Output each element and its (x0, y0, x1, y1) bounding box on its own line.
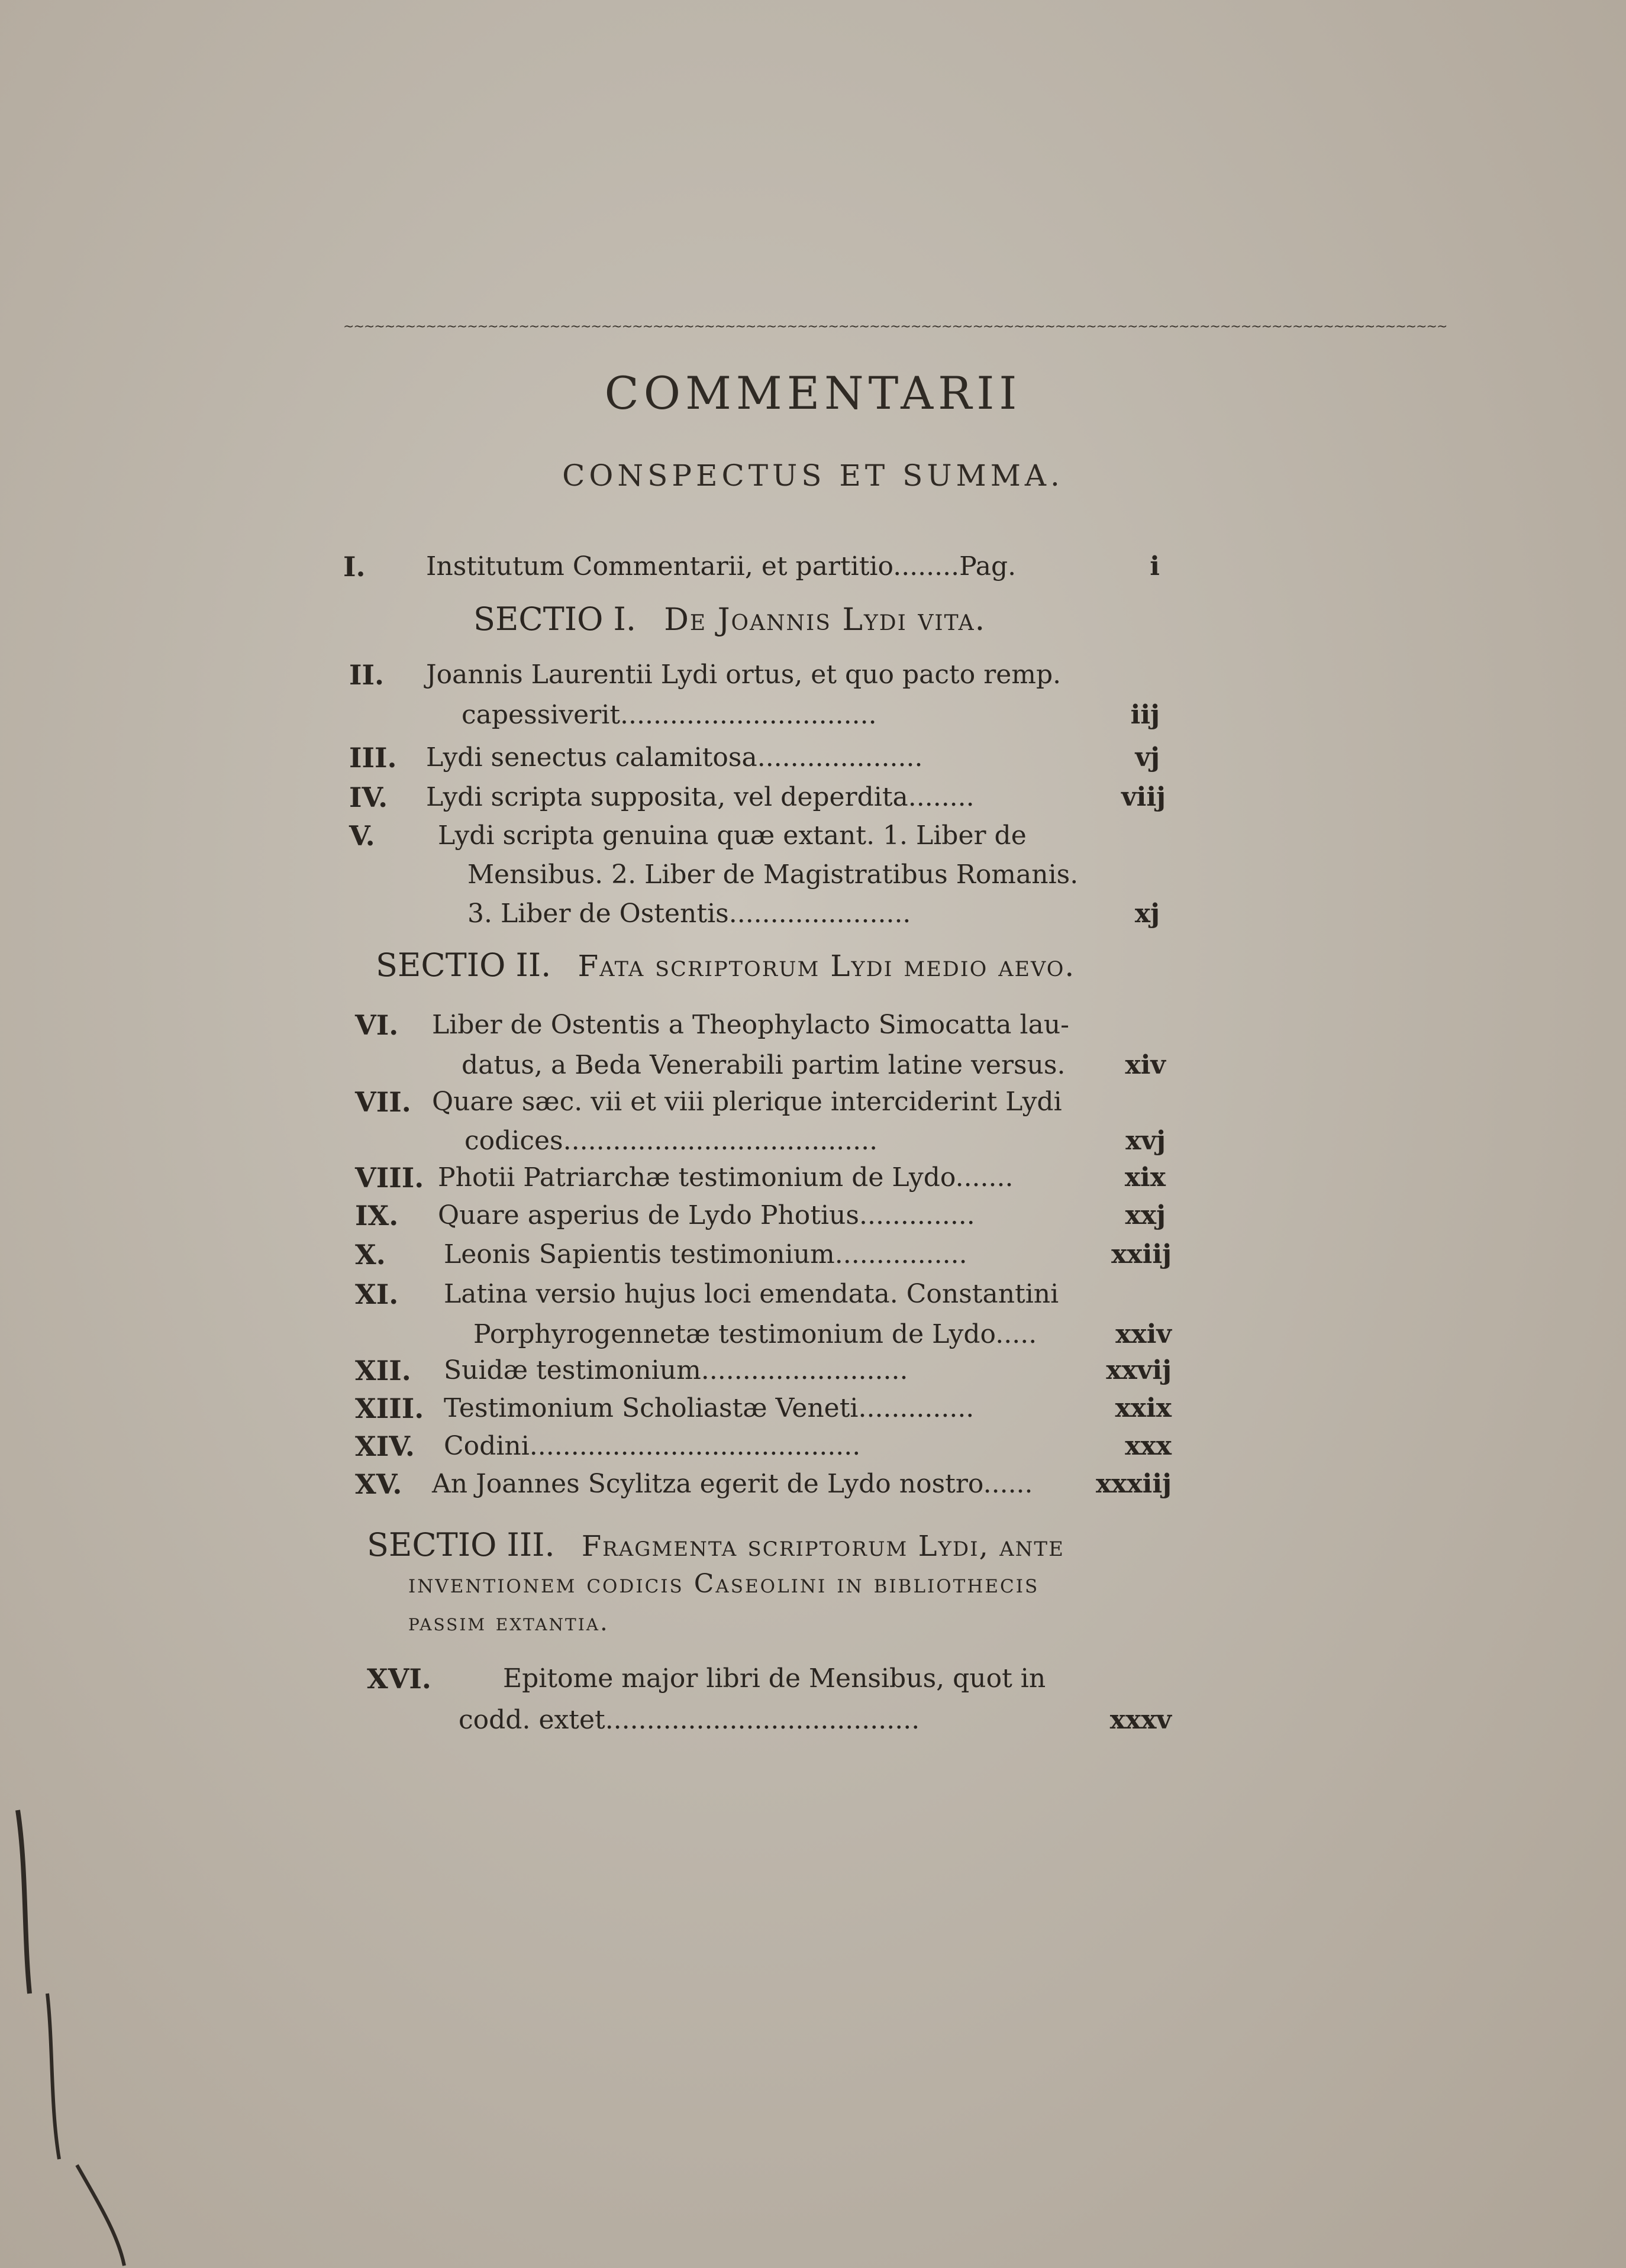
entry-number: XIII. (355, 1393, 424, 1424)
entry-number: XVI. (367, 1663, 431, 1695)
entry-number: III. (349, 742, 397, 774)
entry-text-line-2: codices...................................... (464, 1126, 878, 1156)
entry-number: VI. (355, 1009, 399, 1041)
entry-page: xvj (1125, 1126, 1166, 1156)
entry-page: xxiv (1115, 1319, 1172, 1349)
entry-page: iij (1130, 700, 1160, 730)
entry-number: I. (343, 551, 366, 583)
entry-number: XII. (355, 1355, 411, 1387)
entry-text: An Joannes Scylitza egerit de Lydo nostro...... (432, 1469, 1033, 1499)
entry-page: xxxiij (1095, 1469, 1172, 1499)
entry-page: xj (1134, 899, 1160, 929)
page-subtitle: CONSPECTUS ET SUMMA. (562, 458, 1064, 493)
entry-text: Codini........................................ (444, 1431, 861, 1461)
entry-text: Lydi scripta supposita, vel deperdita........ (426, 782, 975, 812)
entry-text: Testimonium Scholiastæ Veneti.............. (444, 1393, 975, 1423)
entry-text-line-1: Liber de Ostentis a Theophylacto Simocatta lau- (432, 1010, 1070, 1040)
entry-page: xxvij (1106, 1355, 1172, 1385)
entry-text-line-1: Latina versio hujus loci emendata. Constantini (444, 1279, 1059, 1309)
section-3-title-line-2: inventionem codicis Caseolini in bibliothecis (408, 1569, 1040, 1599)
section-label: SECTIO II. (376, 946, 551, 984)
entry-number: XI. (355, 1278, 399, 1310)
entry-page: xxx (1125, 1431, 1172, 1461)
entry-page: xxix (1115, 1393, 1172, 1423)
section-3-heading (367, 1526, 1064, 1563)
entry-number: II. (349, 659, 385, 691)
entry-number: V. (349, 820, 375, 852)
section-label: SECTIO III. (367, 1526, 555, 1563)
entry-page: xiv (1125, 1050, 1166, 1080)
entry-page: xxiij (1111, 1239, 1172, 1269)
entry-page: i (1150, 551, 1160, 581)
entry-number: VIII. (355, 1162, 424, 1194)
entry-text-line-2: capessiverit............................... (462, 700, 877, 730)
entry-number: X. (355, 1239, 386, 1271)
section-title: De Joannis Lydi vita. (664, 602, 986, 638)
entry-text: Suidæ testimonium......................... (444, 1355, 908, 1385)
entry-text: Leonis Sapientis testimonium................ (444, 1239, 967, 1269)
entry-page: viij (1121, 782, 1166, 812)
section-title: Fragmenta scriptorum Lydi, ante (581, 1530, 1064, 1563)
entry-text: Institutum Commentarii, et partitio........Pag. (426, 551, 1017, 581)
page-title: COMMENTARII (604, 367, 1022, 419)
entry-page: xxxv (1109, 1705, 1172, 1735)
section-1-heading (473, 600, 986, 638)
entry-text-line-3: 3. Liber de Ostentis...................... (467, 899, 911, 929)
entry-number: IX. (355, 1200, 399, 1232)
entry-number: XIV. (355, 1430, 415, 1462)
entry-number: XV. (355, 1468, 402, 1500)
entry-text: Lydi senectus calamitosa.................... (426, 742, 923, 773)
section-title: Fata scriptorum Lydi medio aevo. (578, 949, 1076, 983)
entry-text-line-2: Porphyrogennetæ testimonium de Lydo..... (473, 1319, 1037, 1349)
section-label: SECTIO I. (473, 600, 637, 638)
entry-page: xix (1124, 1162, 1166, 1193)
section-3-title-line-3: passim extantia. (408, 1609, 609, 1636)
entry-page: xxj (1125, 1200, 1166, 1230)
entry-text-line-2: Mensibus. 2. Liber de Magistratibus Romanis. (467, 860, 1079, 890)
entry-text-line-2: datus, a Beda Venerabili partim latine versus. (462, 1050, 1066, 1080)
entry-text-line-1: Lydi scripta genuina quæ extant. 1. Liber de (438, 820, 1027, 851)
entry-number: IV. (349, 781, 388, 813)
entry-text-line-1: Epitome major libri de Mensibus, quot in (503, 1663, 1046, 1694)
section-2-heading (376, 946, 1075, 984)
entry-number: VII. (355, 1086, 411, 1118)
ornamental-rule: ~~~~~~~~~~~~~~~~~~~~~~~~~~~~~~~~~~~~~~~~~~~~~~~~~~~~~~~~~~~~~~~~~~~~~~~~~~~~~~~~~~~~~~~~~~~~~~~~~~~~~~~~~~~ (343, 319, 1447, 334)
entry-text-line-1: Quare sæc. vii et viii plerique interciderint Lydi (432, 1087, 1062, 1117)
entry-page: vj (1135, 742, 1160, 773)
entry-text: Quare asperius de Lydo Photius.............. (438, 1200, 975, 1230)
page-binding-marks (12, 1798, 130, 2266)
entry-text-line-1: Joannis Laurentii Lydi ortus, et quo pacto remp. (426, 660, 1062, 690)
entry-text: Photii Patriarchæ testimonium de Lydo....... (438, 1162, 1014, 1193)
entry-text-line-2: codd. extet...................................... (459, 1705, 920, 1735)
